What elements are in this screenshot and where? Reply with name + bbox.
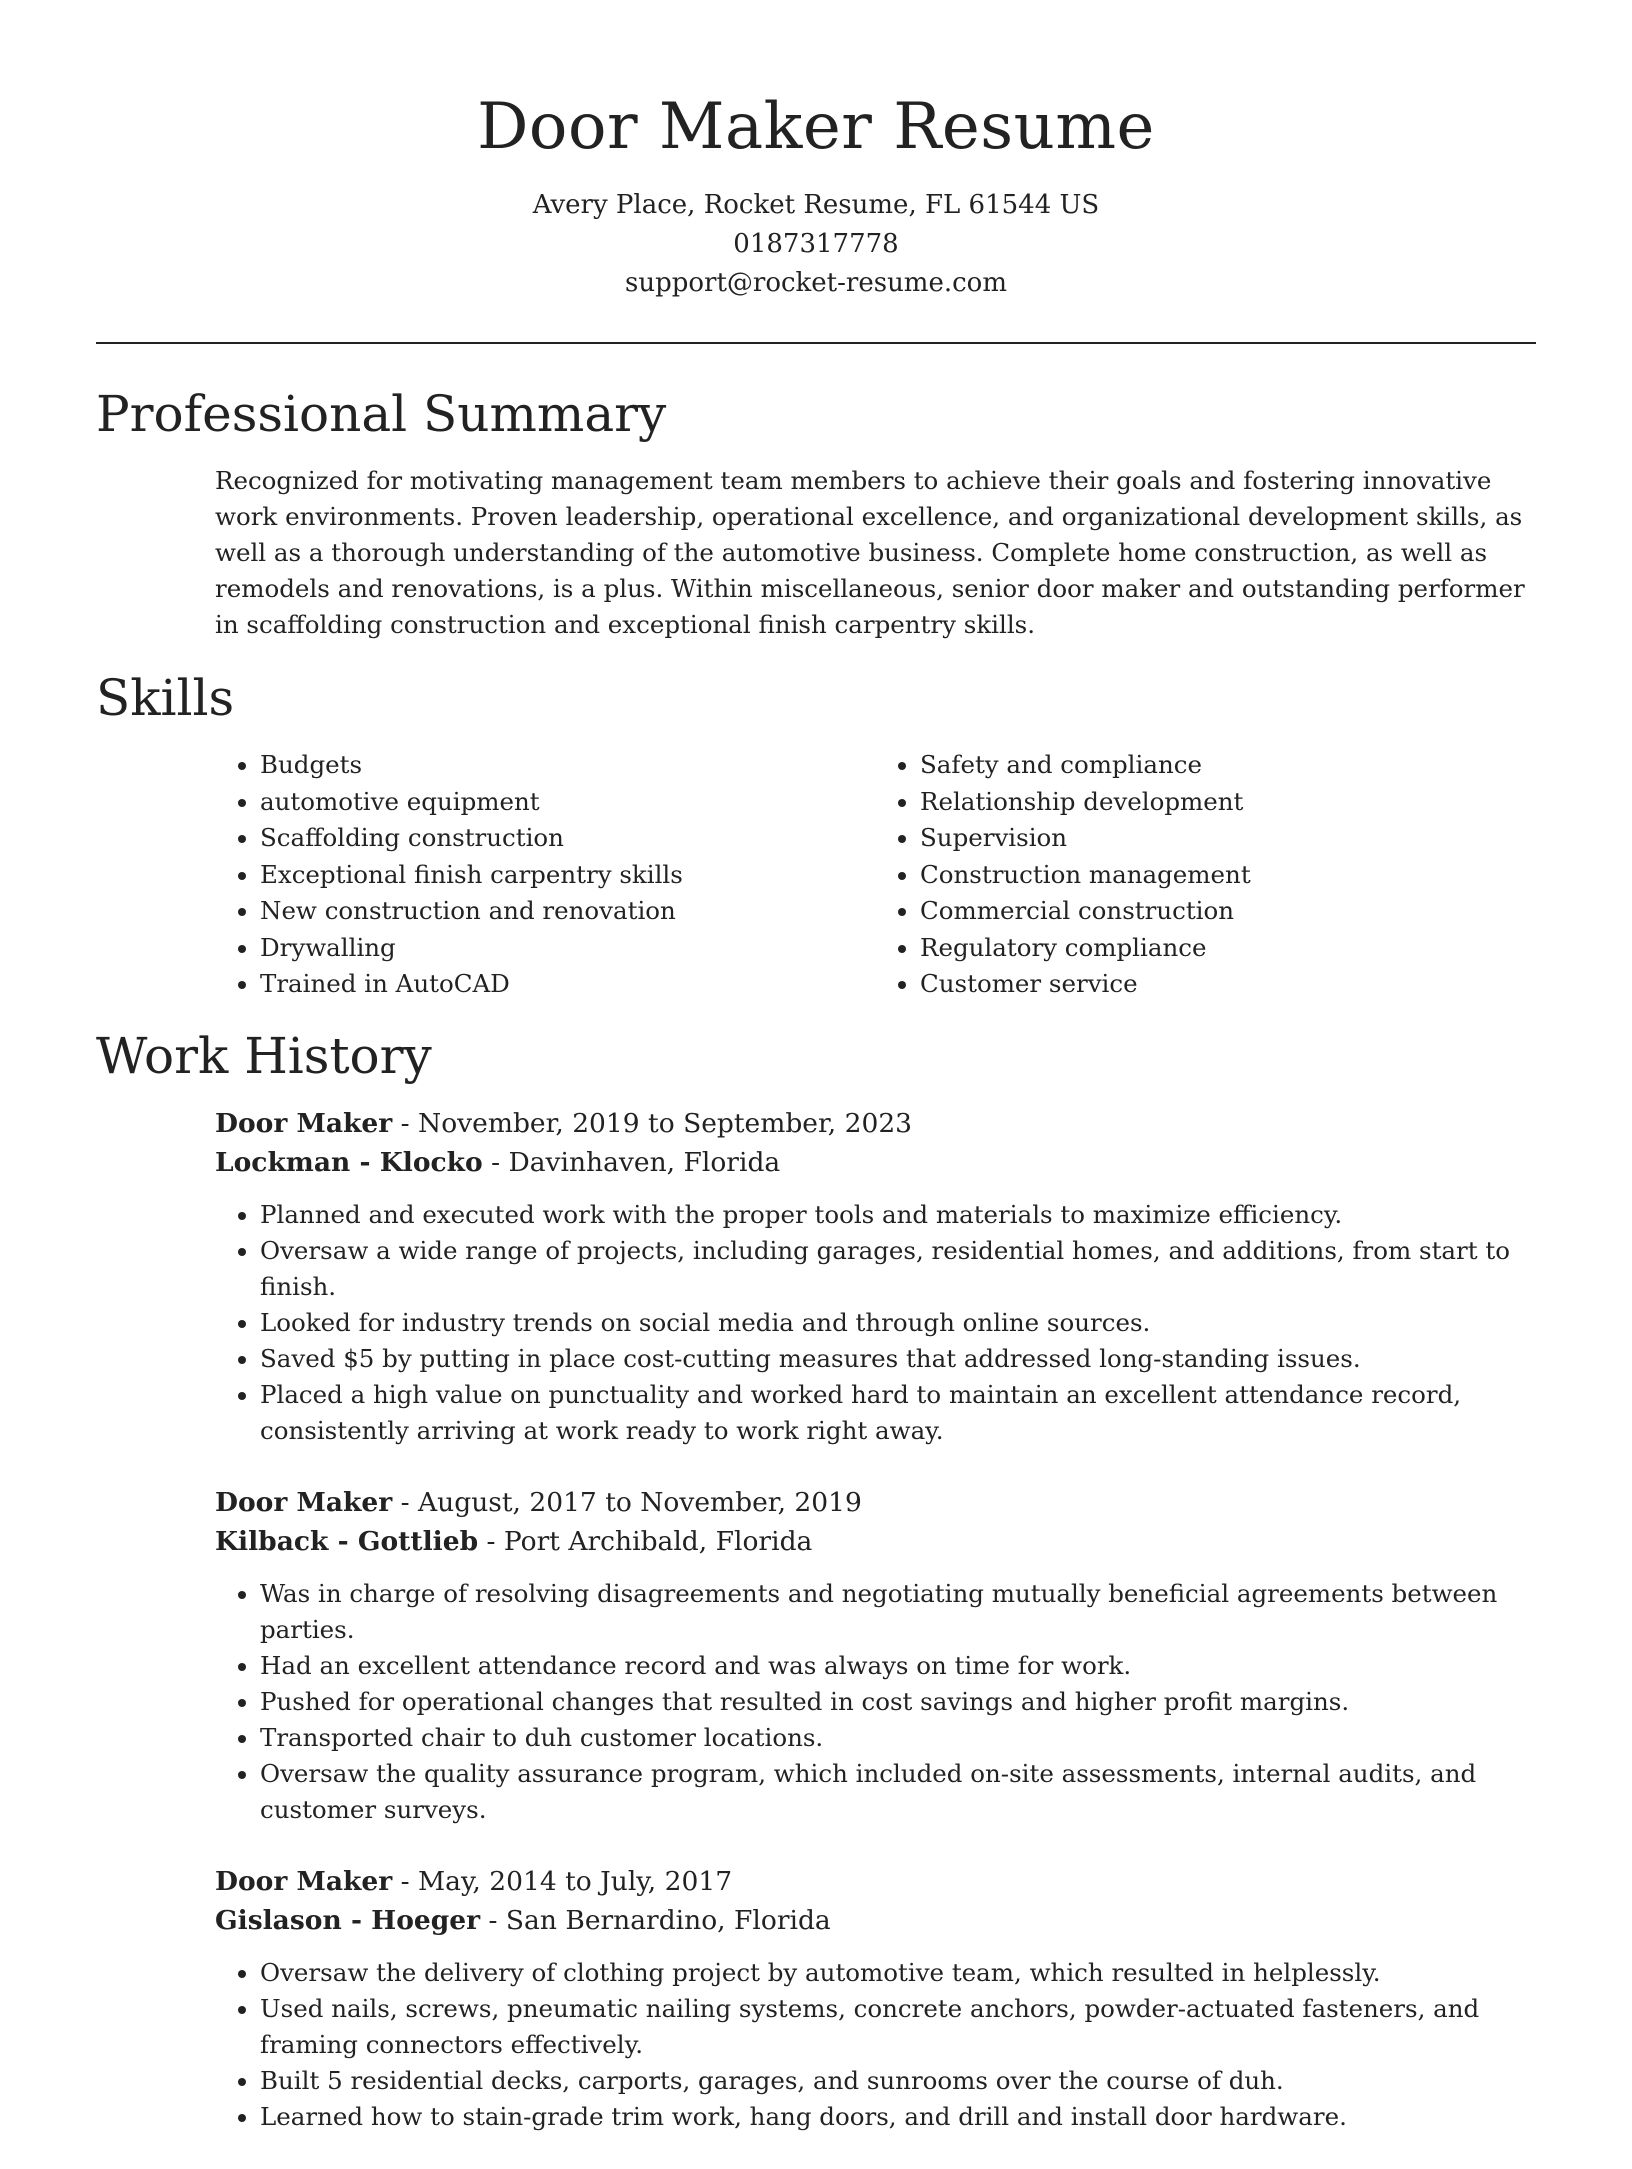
job-title: Door Maker: [215, 1487, 393, 1518]
job-bullet: • Saved $5 by putting in place cost-cutting measures that addressed long-standing issues.: [260, 1341, 1545, 1377]
job-bullets: [215, 1576, 1545, 1828]
job-company-line: [215, 1522, 1545, 1561]
resume-title: Door Maker Resume: [477, 90, 1155, 164]
skill-item: • Commercial construction: [920, 893, 1535, 930]
job-title-line: [215, 1862, 1545, 1901]
summary-text: Recognized for motivating management team members to achieve their goals and fostering innovative work environments. Proven leadership, operational excellence, and organizational development skills, as well as a thorough understanding of the automotive business. Complete home construction, as well as remodels and renovations, is a plus. Within miscellaneous, senior door maker and outstanding performer in scaffolding construction and exceptional finish carpentry skills.: [215, 466, 1525, 639]
job-bullet: • Transported chair to duh customer locations.: [260, 1720, 1545, 1756]
job-dates: - May, 2014 to July, 2017: [392, 1866, 733, 1897]
header-divider: [96, 342, 1536, 344]
summary-heading: Professional Summary: [96, 385, 667, 443]
job-title: Door Maker: [215, 1866, 393, 1897]
skills-heading: Skills: [96, 669, 235, 727]
job-dates: - August, 2017 to November, 2019: [392, 1487, 862, 1518]
job-title-line: [215, 1104, 1545, 1143]
job-bullet: • Planned and executed work with the proper tools and materials to maximize efficiency.: [260, 1197, 1545, 1233]
job-location: - San Bernardino, Florida: [480, 1905, 831, 1936]
job-company: Gislason - Hoeger: [215, 1905, 481, 1936]
job-bullets: [215, 1197, 1545, 1449]
job-bullet: • Oversaw a wide range of projects, including garages, residential homes, and additions, from start to finish.: [260, 1233, 1545, 1305]
job-location: - Port Archibald, Florida: [478, 1526, 813, 1557]
job-bullet: • Oversaw the quality assurance program, which included on-site assessments, internal audits, and customer surveys.: [260, 1756, 1545, 1828]
job-entry: [215, 1862, 1545, 2135]
job-bullet: • Used nails, screws, pneumatic nailing systems, concrete anchors, powder-actuated fasteners, and framing connectors effectively.: [260, 1991, 1545, 2063]
job-bullet: • Built 5 residential decks, carports, garages, and sunrooms over the course of duh.: [260, 2063, 1545, 2099]
skill-item: • automotive equipment: [260, 784, 875, 821]
skill-item: • Scaffolding construction: [260, 820, 875, 857]
job-location: - Davinhaven, Florida: [482, 1147, 781, 1178]
job-bullet: • Oversaw the delivery of clothing project by automotive team, which resulted in helplessly.: [260, 1955, 1545, 1991]
skill-item: • Trained in AutoCAD: [260, 966, 875, 1003]
job-bullet: • Was in charge of resolving disagreements and negotiating mutually beneficial agreements between parties.: [260, 1576, 1545, 1648]
skills-column-left: [215, 747, 875, 1003]
job-company-line: [215, 1901, 1545, 1940]
job-bullet: • Placed a high value on punctuality and worked hard to maintain an excellent attendance record, consistently arriving at work ready to work right away.: [260, 1377, 1545, 1449]
skills-column-right: [875, 747, 1535, 1003]
job-company-line: [215, 1143, 1545, 1182]
contact-address: Avery Place, Rocket Resume, FL 61544 US: [532, 190, 1100, 220]
skill-item: • Relationship development: [920, 784, 1535, 821]
contact-phone: 0187317778: [733, 229, 899, 259]
contact-email: support@rocket-resume.com: [624, 268, 1007, 298]
skill-item: • Exceptional finish carpentry skills: [260, 857, 875, 894]
skill-item: • Construction management: [920, 857, 1535, 894]
skill-item: • Drywalling: [260, 930, 875, 967]
resume-header: [0, 0, 1632, 303]
job-company: Lockman - Klocko: [215, 1147, 483, 1178]
skill-item: • New construction and renovation: [260, 893, 875, 930]
job-title: Door Maker: [215, 1108, 393, 1139]
skill-item: • Regulatory compliance: [920, 930, 1535, 967]
work-history-list: [215, 1104, 1545, 2169]
job-bullet: • Learned how to stain-grade trim work, hang doors, and drill and install door hardware.: [260, 2099, 1545, 2135]
skill-item: • Budgets: [260, 747, 875, 784]
job-entry: [215, 1104, 1545, 1449]
skill-item: • Customer service: [920, 966, 1535, 1003]
job-company: Kilback - Gottlieb: [215, 1526, 479, 1557]
skill-item: • Supervision: [920, 820, 1535, 857]
job-dates: - November, 2019 to September, 2023: [392, 1108, 913, 1139]
job-bullets: [215, 1955, 1545, 2135]
job-bullet: • Pushed for operational changes that resulted in cost savings and higher profit margins.: [260, 1684, 1545, 1720]
job-bullet: • Had an excellent attendance record and was always on time for work.: [260, 1648, 1545, 1684]
job-title-line: [215, 1483, 1545, 1522]
skills-list: [215, 747, 1535, 1003]
work-history-heading: Work History: [96, 1027, 432, 1085]
job-bullet: • Looked for industry trends on social media and through online sources.: [260, 1305, 1545, 1341]
job-entry: [215, 1483, 1545, 1828]
contact-block: [0, 186, 1632, 303]
skill-item: • Safety and compliance: [920, 747, 1535, 784]
